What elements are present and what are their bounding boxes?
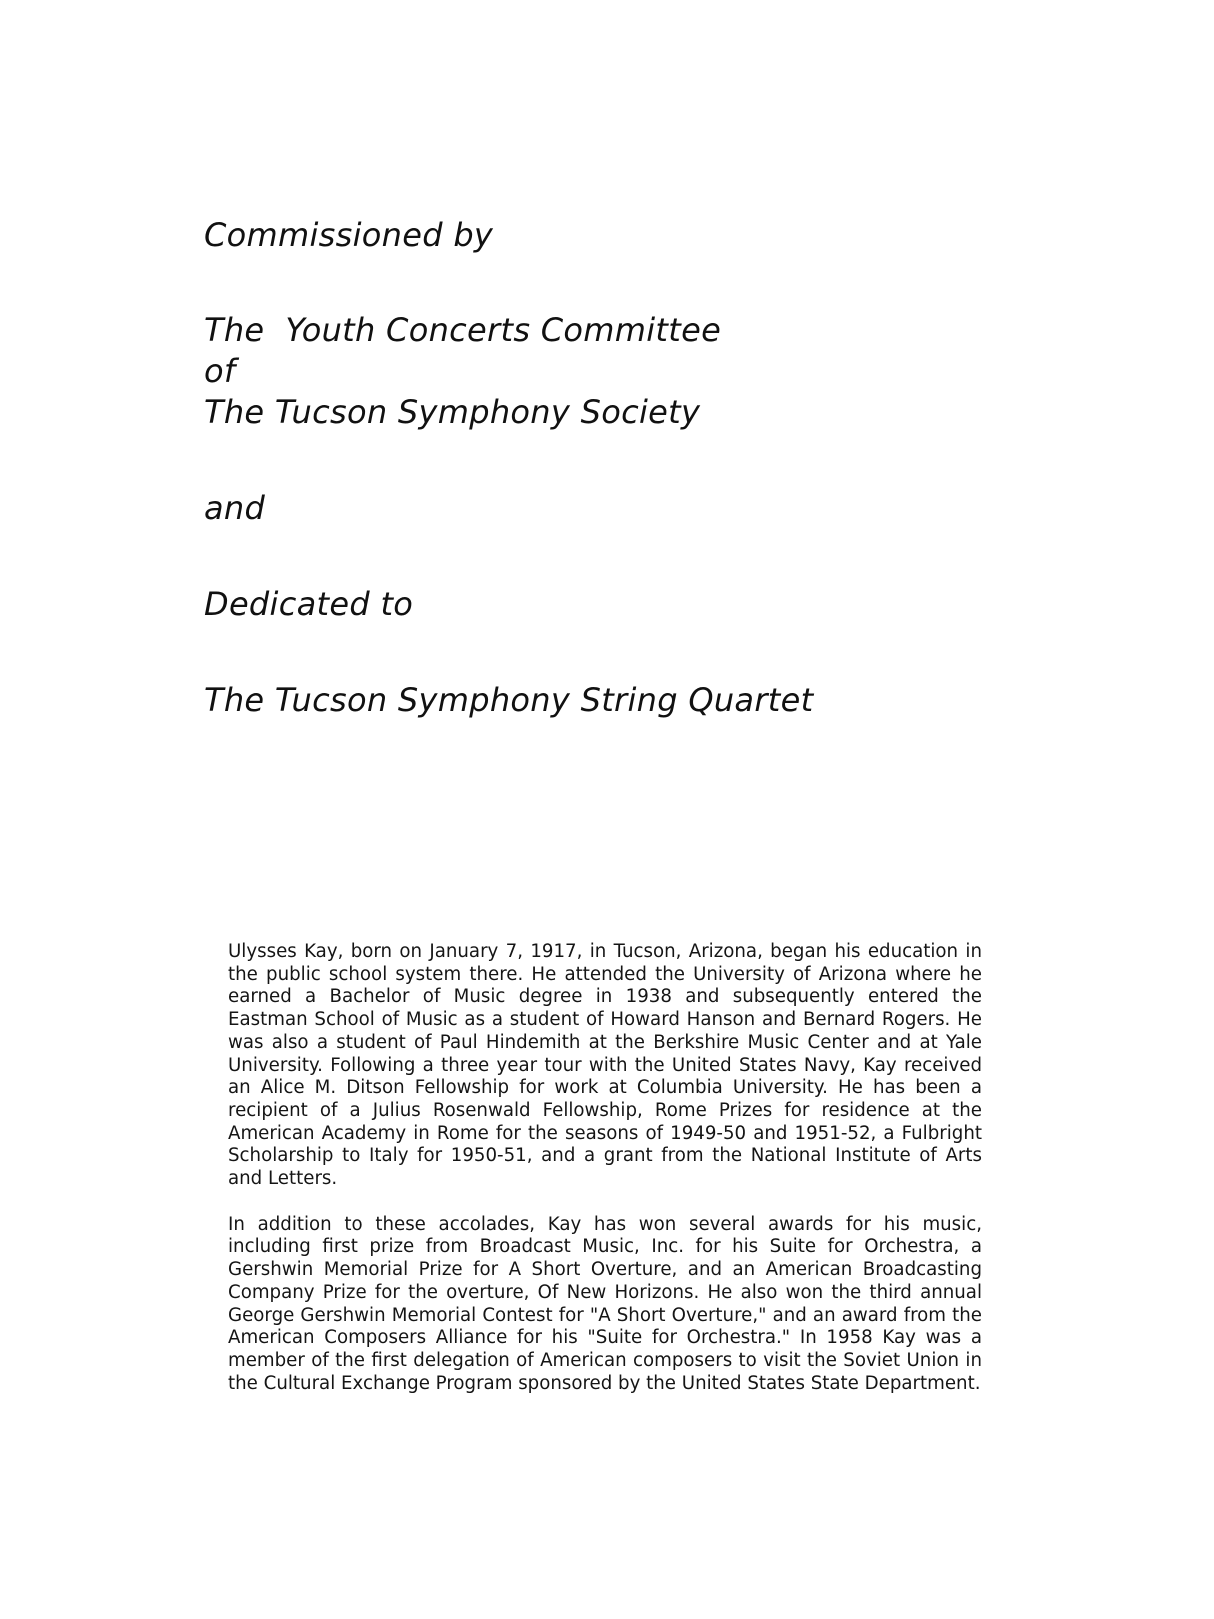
- biography-paragraph-awards: In addition to these accolades, Kay has won several awards for his music, including first prize from Broadcast Music, Inc. for his Suite for Orchestra, a Gershwin Memorial Prize for A Short Overture, and an American Broadcasting Company Prize for the overture, Of New Horizons. He also won the third annual George Gershwin Memorial Contest for "A Short Overture," and an award from the American Composers Alliance for his "Suite for Orchestra." In 1958 Kay was a member of the first delegation of American composers to visit the Soviet Union in the Cultural Exchange Program sponsored by the United States State Department.: [228, 1213, 982, 1394]
- society-name: The Tucson Symphony Society: [204, 393, 701, 431]
- committee-name: The Youth Concerts Committee: [204, 311, 722, 349]
- dedication-block: [204, 215, 1104, 721]
- biography-paragraph-education: Ulysses Kay, born on January 7, 1917, in Tucson, Arizona, began his education in the public school system there. He attended the University of Arizona where he earned a Bachelor of Music degree in 1938 and subsequently entered the Eastman School of Music as a student of Howard Hanson and Bernard Rogers. He was also a student of Paul Hindemith at the Berkshire Music Center and at Yale University. Following a three year tour with the United States Navy, Kay received an Alice M. Ditson Fellowship for work at Columbia University. He has been a recipient of a Julius Rosenwald Fellowship, Rome Prizes for residence at the American Academy in Rome for the seasons of 1949-50 and 1951-52, a Fulbright Scholarship to Italy for 1950-51, and a grant from the National Institute of Arts and Letters.: [228, 941, 982, 1190]
- quartet-name: The Tucson Symphony String Quartet: [204, 681, 814, 719]
- dedicated-to-heading: Dedicated to: [204, 585, 414, 623]
- and-connector: and: [204, 489, 266, 527]
- composer-biography: [228, 941, 982, 1395]
- commissioned-by-heading: Commissioned by: [204, 216, 494, 254]
- of-connector: of: [204, 352, 236, 390]
